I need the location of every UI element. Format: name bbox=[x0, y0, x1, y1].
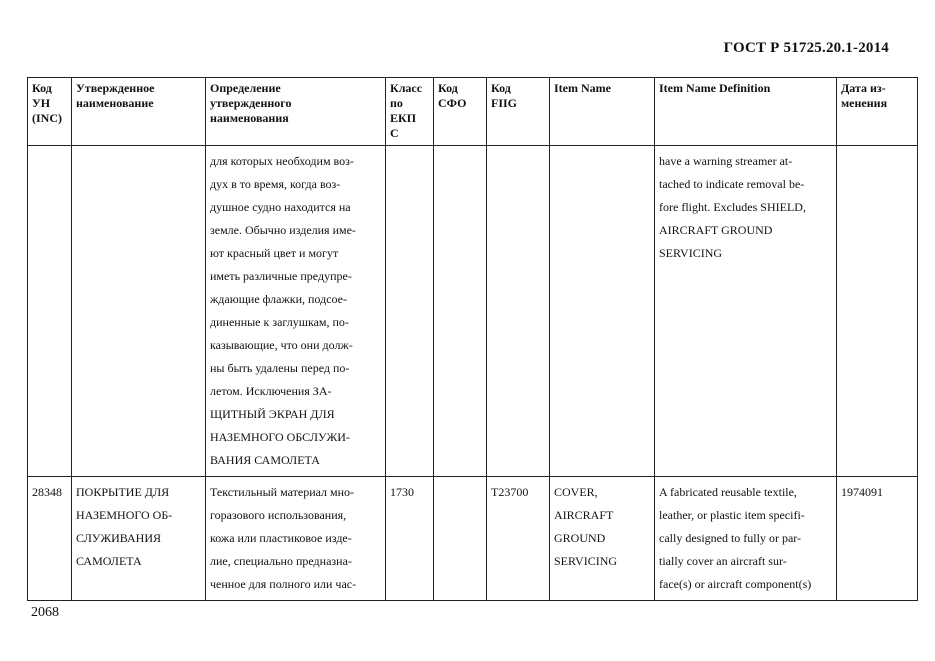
class-cell: 1730 bbox=[386, 477, 434, 601]
col-item-name-header: Item Name bbox=[550, 78, 655, 146]
approved-name-cell: ПОКРЫТИЕ ДЛЯ НАЗЕМНОГО ОБ- СЛУЖИВАНИЯ САМОЛЕТА bbox=[72, 477, 206, 601]
approved-name-cell bbox=[72, 146, 206, 477]
item-name-definition-cell: have a warning streamer at- tached to indicate removal be- fore flight. Excludes SHIELD, AIRCRAFT GROUND SERVICING bbox=[655, 146, 837, 477]
item-name-cell: COVER, AIRCRAFT GROUND SERVICING bbox=[550, 477, 655, 601]
col-item-name-definition-header: Item Name Definition bbox=[655, 78, 837, 146]
col-fiig-header: Код FIIG bbox=[487, 78, 550, 146]
inc-cell: 28348 bbox=[28, 477, 72, 601]
sfo-cell bbox=[434, 146, 487, 477]
class-cell bbox=[386, 146, 434, 477]
definition-cell: для которых необходим воз- дух в то время, когда воз- душное судно находится на земле. Обычно изделия име- ют красный цвет и могут иметь различные предупре- ждающие флажки, подсое- диненные к заглушкам, по- казывающие, что они долж- ны быть удалены перед по- летом. Исключения ЗА- ЩИТНЫЙ ЭКРАН ДЛЯ НАЗЕМНОГО ОБСЛУЖИ- ВАНИЯ САМОЛЕТА bbox=[206, 146, 386, 477]
item-name-definition-cell: A fabricated reusable textile, leather, or plastic item specifi- cally designed to fully or par- tially cover an aircraft sur- face(s) or aircraft component(s) bbox=[655, 477, 837, 601]
page-number: 2068 bbox=[31, 605, 59, 620]
fiig-cell bbox=[487, 146, 550, 477]
sfo-cell bbox=[434, 477, 487, 601]
change-date-cell: 1974091 bbox=[837, 477, 918, 601]
table-row bbox=[28, 477, 918, 601]
standard-header: ГОСТ Р 51725.20.1-2014 bbox=[723, 40, 889, 56]
fiig-cell: T23700 bbox=[487, 477, 550, 601]
col-definition-header: Определение утвержденного наименования bbox=[206, 78, 386, 146]
item-name-cell bbox=[550, 146, 655, 477]
inc-cell bbox=[28, 146, 72, 477]
definition-cell: Текстильный материал мно- горазового использования, кожа или пластиковое изде- лие, специально предназна- ченное для полного или час- bbox=[206, 477, 386, 601]
header-row bbox=[28, 78, 918, 146]
col-inc-header: Код УН (INC) bbox=[28, 78, 72, 146]
col-sfo-header: Код СФО bbox=[434, 78, 487, 146]
col-change-date-header: Дата из- менения bbox=[837, 78, 918, 146]
change-date-cell bbox=[837, 146, 918, 477]
col-class-header: Класс по ЕКП С bbox=[386, 78, 434, 146]
col-approved-name-header: Утвержденное наименование bbox=[72, 78, 206, 146]
table-row bbox=[28, 146, 918, 477]
catalog-table bbox=[27, 77, 918, 601]
